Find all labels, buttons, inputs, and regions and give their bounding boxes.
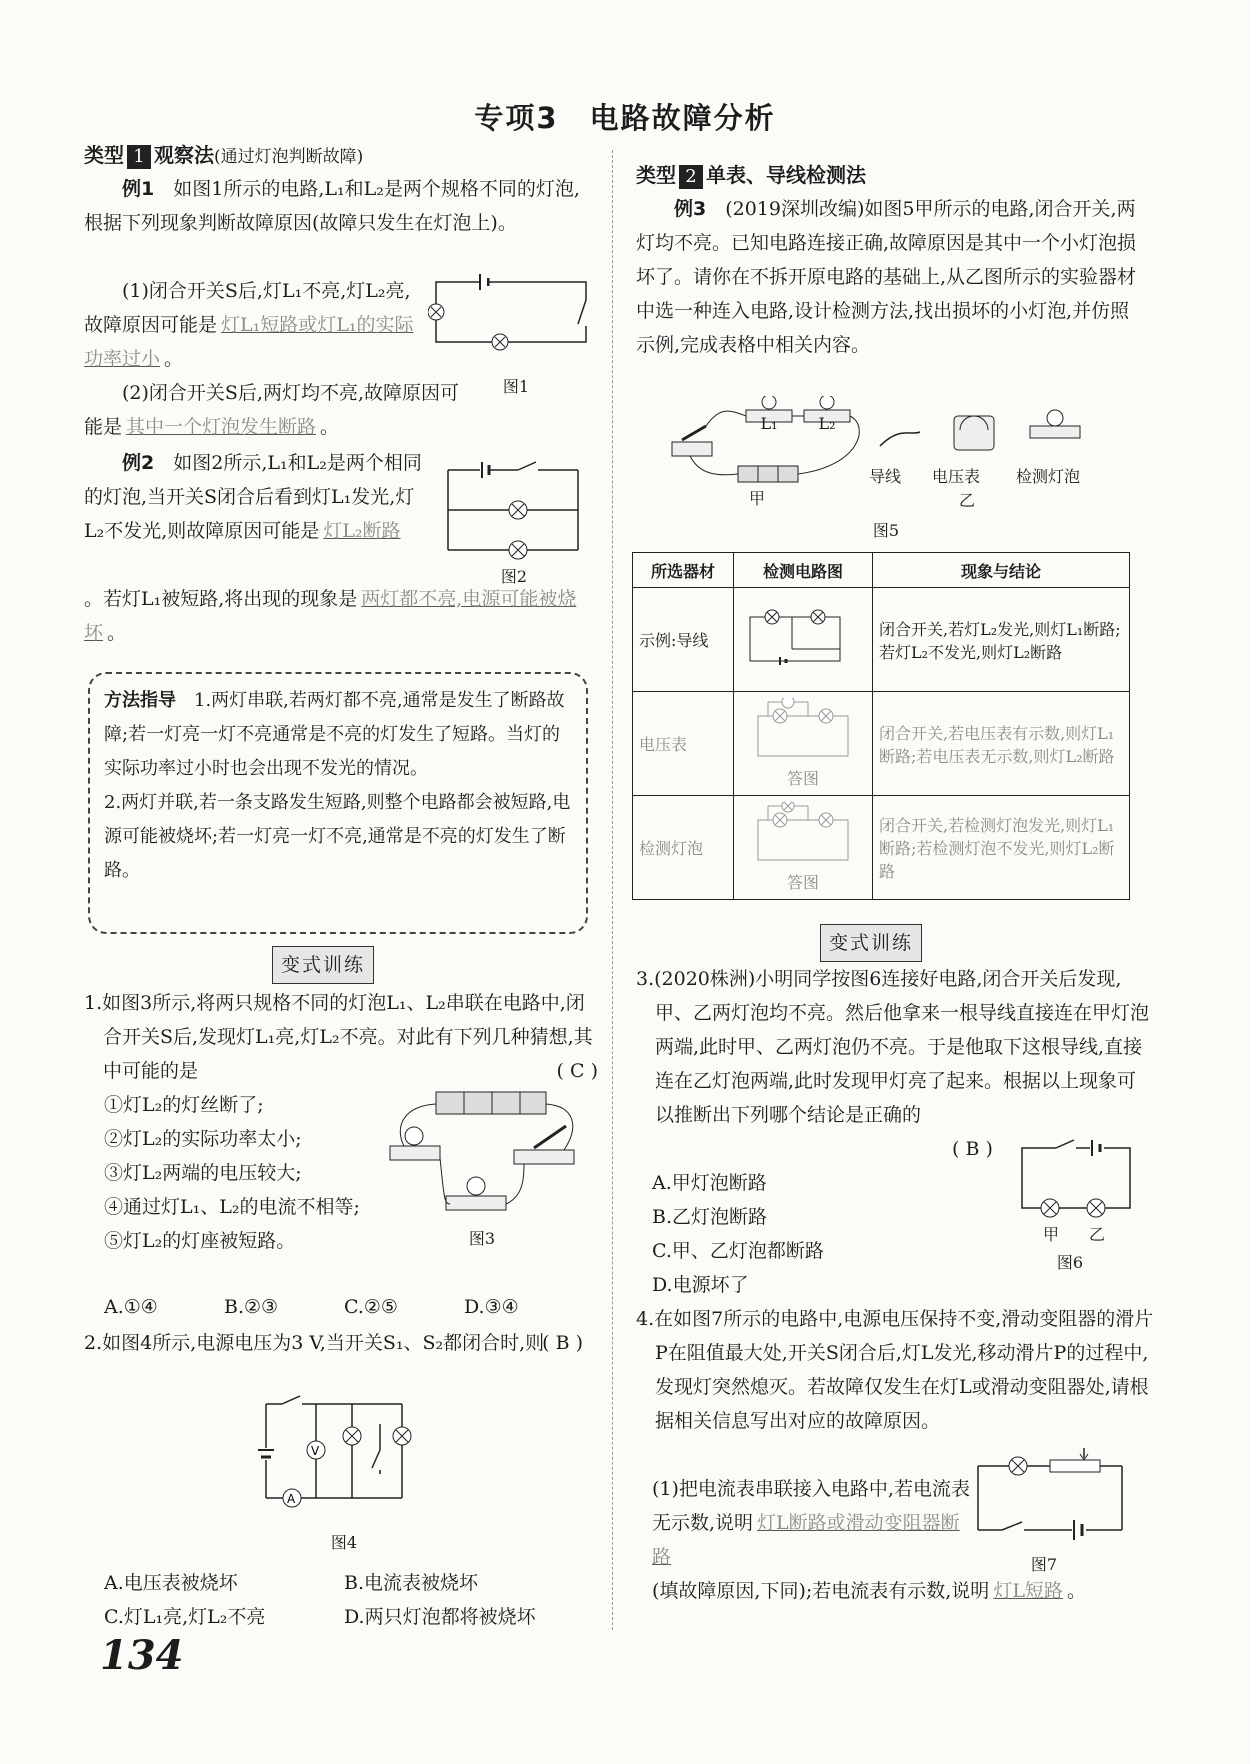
type1-name: 观察法 <box>154 143 214 167</box>
example-1-q1-answer: 灯L₁短路或灯L₁的实际功率过小 <box>84 314 414 370</box>
type1-note: (通过灯泡判断故障) <box>214 147 364 167</box>
figure-3-caption: 图3 <box>468 1229 496 1248</box>
example-2-label: 例2 <box>122 452 155 474</box>
figure-5-label-yi: 乙 <box>958 491 975 510</box>
method-guide-label: 方法指导 <box>104 690 176 711</box>
example-3-label: 例3 <box>674 198 707 220</box>
figure-5-label-lamp: 检测灯泡 <box>1015 467 1080 486</box>
table-header-tool: 所选器材 <box>633 553 734 588</box>
table-row-2-fig-caption: 答图 <box>786 769 819 788</box>
figure-5-label-jia: 甲 <box>748 489 765 508</box>
question-3-option-c: C.甲、乙灯泡都断路 <box>652 1240 824 1262</box>
figure-2-circuit <box>438 450 588 560</box>
question-4-sub1-answer2: 灯L短路 <box>993 1580 1063 1602</box>
svg-text:A: A <box>287 1492 296 1506</box>
example-2-answer2: 两灯都不亮,电源可能被烧坏 <box>84 588 577 644</box>
table-header-diagram: 检测电路图 <box>734 553 873 588</box>
figure-6-label-yi: 乙 <box>1088 1225 1105 1244</box>
question-1-item-3: ③灯L₂两端的电压较大; <box>104 1162 302 1184</box>
example-1-q1-text: (1)闭合开关S后,灯L₁不亮,灯L₂亮,故障原因可能是 <box>84 280 411 336</box>
table-row <box>633 692 1130 796</box>
question-4-sub1-answer: 灯L断路或滑动变阻器断路 <box>652 1512 960 1568</box>
question-3 <box>636 962 1150 1132</box>
question-2-option-a: A.电压表被烧坏 <box>104 1572 238 1594</box>
question-3-option-b: B.乙灯泡断路 <box>652 1206 768 1228</box>
figure-4-circuit <box>252 1394 432 1514</box>
question-4-sub1-mid: (填故障原因,下同);若电流表有示数,说明 <box>652 1580 990 1602</box>
question-2-option-d: D.两只灯泡都将被烧坏 <box>344 1606 536 1628</box>
figure-1-circuit <box>428 266 598 366</box>
example-1-q2: (2)闭合开关S后,两灯均不亮,故障原因可能是 其中一个灯泡发生断路 。 <box>84 382 460 438</box>
question-1-option-c: C.②⑤ <box>344 1296 398 1318</box>
question-2-options <box>104 1566 594 1634</box>
type2-label: 类型 <box>636 163 676 187</box>
example-2-answer1: 灯L₂断路 <box>323 520 401 542</box>
table-row-3-tool: 检测灯泡 <box>633 796 734 900</box>
method-guide-p1: 1.两灯串联,若两灯都不亮,通常是发生了断路故障;若一灯亮一灯不亮通常是不亮的灯发生了短路。当灯的实际功率过小时也会出现不发光的情况。 <box>104 690 565 779</box>
question-1-answer: ( C ) <box>556 1060 598 1082</box>
figure-5-apparatus <box>670 396 1130 506</box>
type2-badge: 2 <box>679 165 703 189</box>
question-4-sub1 <box>652 1472 972 1574</box>
type2-name: 单表、导线检测法 <box>706 163 866 187</box>
table-row-1-tool: 示例:导线 <box>633 588 734 692</box>
type1-badge: 1 <box>127 145 151 169</box>
question-2-option-c: C.灯L₁亮,灯L₂不亮 <box>104 1606 266 1628</box>
question-2 <box>84 1326 598 1360</box>
example-circuit-diagram <box>740 603 850 673</box>
figure-5-label-voltmeter: 电压表 <box>931 467 980 486</box>
training-heading-right: 变式训练 <box>820 924 922 962</box>
question-3-option-a: A.甲灯泡断路 <box>652 1172 767 1194</box>
table-row <box>633 588 1130 692</box>
question-4 <box>636 1302 1154 1438</box>
figure-7-caption: 图7 <box>1030 1555 1058 1574</box>
type1-label: 类型 <box>84 143 124 167</box>
example-2-text2: 。若灯L₁被短路,将出现的现象是 <box>84 588 358 610</box>
figure-6-circuit <box>1016 1138 1136 1222</box>
question-4-sub1-continued <box>652 1574 1142 1608</box>
example-3-text: (2019深圳改编)如图5甲所示的电路,闭合开关,两灯均不亮。已知电路连接正确,故障原因是其中一个小灯泡损坏了。请你在不拆开原电路的基础上,从乙图所示的实验器材中选一种连入电路,设计检测方法,找出损坏的小灯泡,并仿照示例,完成表格中相关内容。 <box>636 198 1137 356</box>
question-3-answer: ( B ) <box>952 1138 993 1160</box>
figure-5-label-l1: L₁ <box>760 414 778 433</box>
question-2-text: 2.如图4所示,电源电压为3 V,当开关S₁、S₂都闭合时,则 <box>84 1332 545 1354</box>
type1-heading <box>84 138 598 174</box>
question-1-item-4: ④通过灯L₁、L₂的电流不相等; <box>104 1196 360 1218</box>
example-1-q2-answer: 其中一个灯泡发生断路 <box>126 416 317 438</box>
figure-5-caption: 图5 <box>872 521 900 540</box>
question-1-item-5: ⑤灯L₂的灯座被短路。 <box>104 1230 296 1252</box>
type2-heading <box>636 158 1142 193</box>
question-1-text: 1.如图3所示,将两只规格不同的灯泡L₁、L₂串联在电路中,闭合开关S后,发现灯L₁亮,灯L₂不亮。对此有下列几种猜想,其中可能的是 <box>84 992 593 1082</box>
question-1-item-1: ①灯L₂的灯丝断了; <box>104 1094 264 1116</box>
example-2-text1: 如图2所示,L₁和L₂是两个相同的灯泡,当开关S闭合后看到灯L₁发光,灯L₂不发光,则故障原因可能是 <box>84 452 422 542</box>
method-guide-p2: 2.两灯并联,若一条支路发生短路,则整个电路都会被短路,电源可能被烧坏;若一灯亮一灯不亮,通常是不亮的灯发生了断路。 <box>104 792 571 881</box>
table-row <box>633 796 1130 900</box>
question-3-text: 3.(2020株洲)小明同学按图6连接好电路,闭合开关后发现,甲、乙两灯泡均不亮。然后他拿来一根导线直接连在甲灯泡两端,此时甲、乙两灯泡仍不亮。于是他取下这根导线,直接连在乙灯泡两端,此时发现甲灯亮了起来。根据以上现象可以推断出下列哪个结论是正确的 <box>636 968 1150 1126</box>
table-row-3-fig-caption: 答图 <box>786 873 819 892</box>
example-1-text: 如图1所示的电路,L₁和L₂是两个规格不同的灯泡,根据下列现象判断故障原因(故障只发生在灯泡上)。 <box>84 178 580 234</box>
lamp-circuit-diagram <box>748 802 858 866</box>
table-row-2-tool: 电压表 <box>633 692 734 796</box>
method-guide-box <box>88 672 588 934</box>
example-3 <box>636 192 1142 362</box>
column-divider <box>612 150 613 1630</box>
figure-3-apparatus <box>384 1086 594 1218</box>
example-1-q1: (1)闭合开关S后,灯L₁不亮,灯L₂亮,故障原因可能是 灯L₁短路或灯L₁的实际功率过小 。 <box>84 280 414 370</box>
question-1-option-d: D.③④ <box>464 1296 519 1318</box>
example-1-q2-text: (2)闭合开关S后,两灯均不亮,故障原因可能是 <box>84 382 460 438</box>
figure-6-caption: 图6 <box>1056 1253 1084 1272</box>
question-1-options <box>104 1290 584 1324</box>
question-4-text: 4.在如图7所示的电路中,电源电压保持不变,滑动变阻器的滑片P在阻值最大处,开关S闭合后,灯L发光,移动滑片P的过程中,发现灯突然熄灭。若故障仅发生在灯L或滑动变阻器处,请根据相关信息写出对应的故障原因。 <box>636 1308 1154 1432</box>
question-1-option-b: B.②③ <box>224 1296 279 1318</box>
table-header-result: 现象与结论 <box>873 553 1130 588</box>
example-1 <box>84 172 598 240</box>
figure-6-label-jia: 甲 <box>1042 1225 1059 1244</box>
figure-5-label-l2: L₂ <box>818 414 836 433</box>
question-1-items <box>104 1088 384 1258</box>
svg-text:V: V <box>311 1444 320 1458</box>
page-title: 专项3 电路故障分析 <box>474 101 776 135</box>
question-3-options <box>652 1166 912 1302</box>
page-number: 134 <box>100 1632 184 1679</box>
table-row-2-diagram <box>734 692 873 796</box>
table-row-3-diagram <box>734 796 873 900</box>
question-1-option-a: A.①④ <box>104 1296 158 1318</box>
table-row-1-result: 闭合开关,若灯L₂发光,则灯L₁断路;若灯L₂不发光,则灯L₂断路 <box>873 588 1130 692</box>
question-3-option-d: D.电源坏了 <box>652 1274 749 1296</box>
figure-4-caption: 图4 <box>330 1533 358 1552</box>
table-row-3-result: 闭合开关,若检测灯泡发光,则灯L₁断路;若检测灯泡不发光,则灯L₂断路 <box>873 796 1130 900</box>
question-4-sub1-text: (1)把电流表串联接入电路中,若电流表无示数,说明 <box>652 1478 970 1534</box>
example-2 <box>84 446 434 548</box>
question-1-item-2: ②灯L₂的实际功率太小; <box>104 1128 302 1150</box>
question-4-sub1-end: 。 <box>1066 1580 1086 1602</box>
figure-2-caption: 图2 <box>500 567 528 586</box>
figure-5-label-wire: 导线 <box>868 467 901 486</box>
training-heading-left: 变式训练 <box>272 946 374 984</box>
table-row-1-diagram <box>734 588 873 692</box>
question-2-option-b: B.电流表被烧坏 <box>344 1572 479 1594</box>
figure-1-caption: 图1 <box>502 377 530 396</box>
question-1 <box>84 986 598 1088</box>
voltmeter-circuit-diagram <box>748 698 858 762</box>
figure-7-circuit <box>972 1444 1132 1544</box>
table-row-2-result: 闭合开关,若电压表有示数,则灯L₁断路;若电压表无示数,则灯L₂断路 <box>873 692 1130 796</box>
results-table <box>632 552 1130 900</box>
example-2-continuation: 。若灯L₁被短路,将出现的现象是 两灯都不亮,电源可能被烧坏 。 <box>84 588 577 644</box>
example-1-label: 例1 <box>122 178 155 200</box>
question-2-answer: ( B ) <box>542 1332 583 1354</box>
